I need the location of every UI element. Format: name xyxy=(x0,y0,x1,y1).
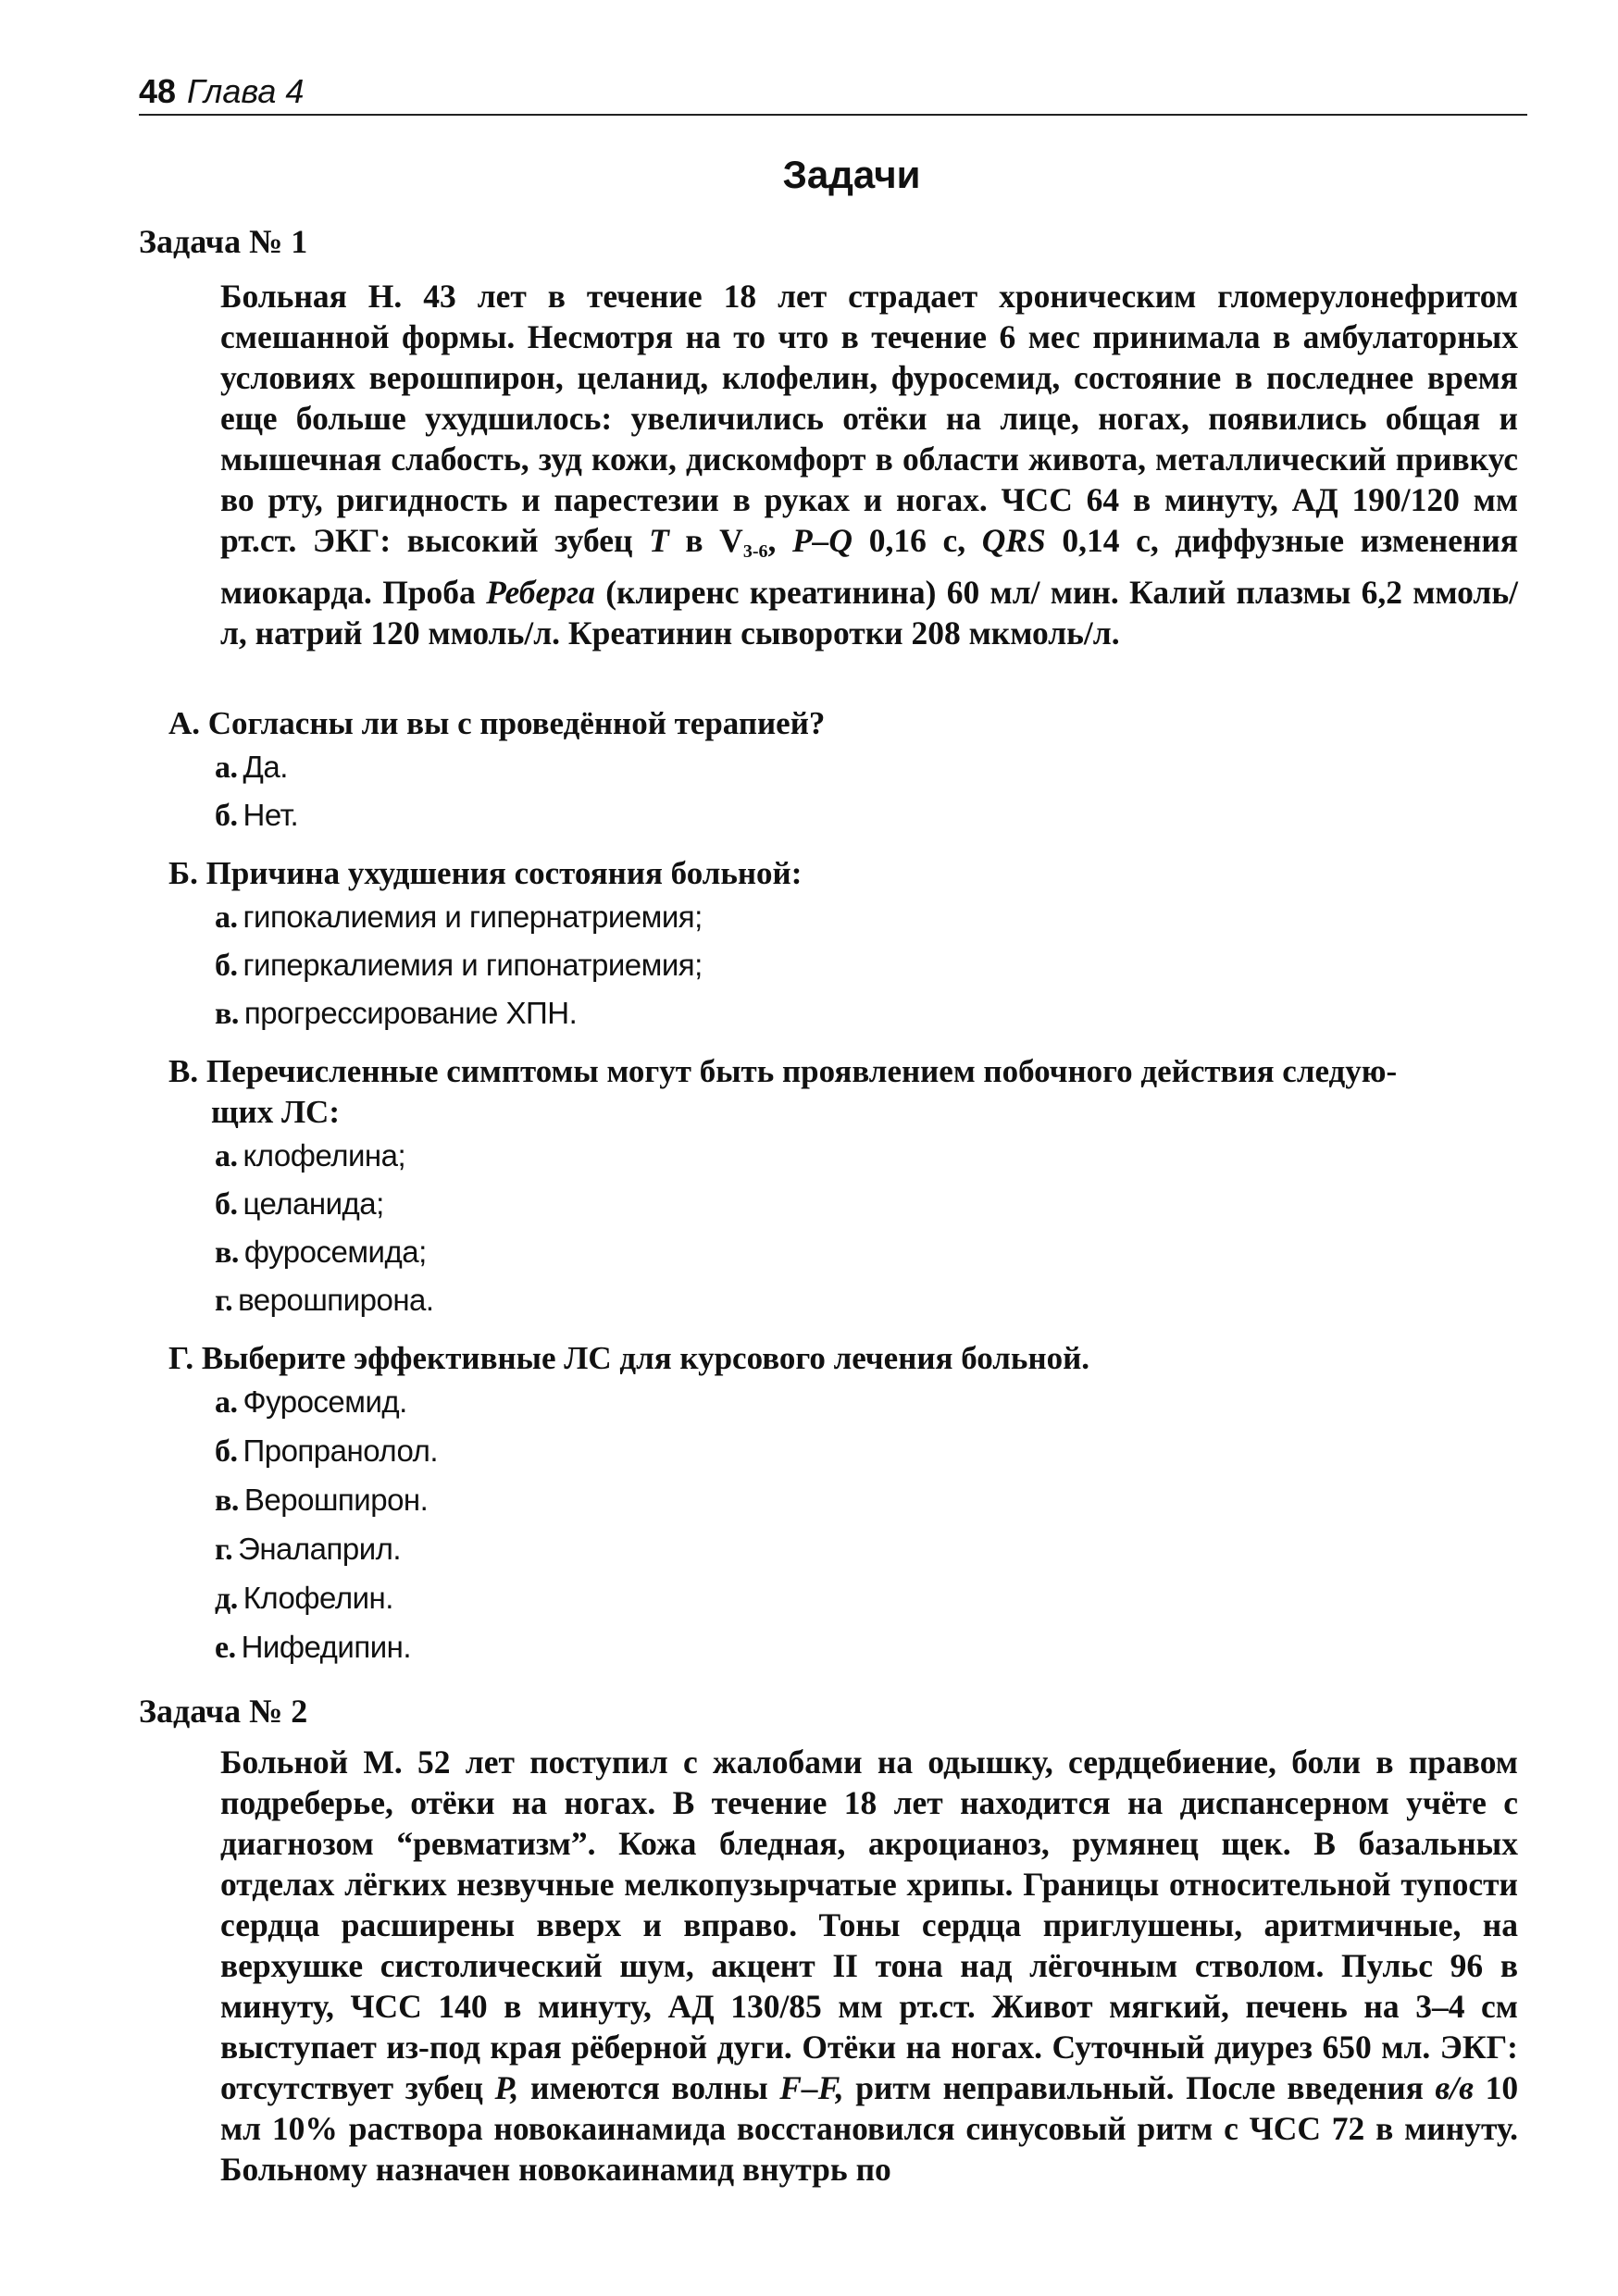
task-2-text-3: ритм неправильный. После введения xyxy=(855,2069,1424,2106)
waves-ff: F–F, xyxy=(779,2069,844,2106)
answer-g-3 xyxy=(215,1483,428,1519)
answer-letter: б. xyxy=(215,1434,238,1469)
answer-text: гиперкалиемия и гипонатриемия; xyxy=(243,948,703,982)
complex-qrs: QRS xyxy=(981,522,1046,559)
task-1-text-1: Больная Н. 43 лет в течение 18 лет страдает хроническим гломерулонефритом смешанной формы. Несмотря на то что в течение 6 мес принимала в амбулаторных условиях верошпирон, целанид, клофелин, фуросемид, состояние в последнее время еще больше ухудшилось: увеличились отёки на лице, ногах, появились общая и мышечная слабость, зуд кожи, дискомфорт в области живота, металлический привкус во рту, ригидность и парестезии в руках и ногах. ЧСС 64 в минуту, АД 190/120 мм рт.ст. ЭКГ: высокий зубец xyxy=(220,278,1518,559)
section-title: Задачи xyxy=(782,153,921,196)
wave-p: P, xyxy=(494,2069,519,2106)
answer-text: Нифедипин. xyxy=(241,1630,412,1664)
answer-letter: б. xyxy=(215,949,238,983)
answer-g-4 xyxy=(215,1532,401,1568)
route-iv: в/в xyxy=(1435,2069,1475,2106)
question-v-line-1: В. Перечисленные симптомы могут быть проявлением побочного действия следую- xyxy=(168,1053,1398,1089)
task-2-body xyxy=(220,1742,1518,2190)
task-2-text-1: Больной М. 52 лет поступил с жалобами на одышку, сердцебиение, боли в правом подреберье, отёки на ногах. В течение 18 лет находится на диспансерном учёте с диагнозом “ревматизм”. Кожа бледная, акроцианоз, румянец щек. В базальных отделах лёгких незвучные мелкопузырчатые хрипы. Границы относительной тупости сердца расширены вверх и вправо. Тоны сердца приглушены, аритмичные, на верхушке систолический шум, акцент II тона над лёгочным стволом. Пульс 96 в минуту, ЧСС 140 в минуту, АД 130/85 мм рт.ст. Живот мягкий, печень на 3–4 см выступает из-под края рёберной дуги. Отёки на ногах. Суточный диурез 650 мл. ЭКГ: отсутствует зубец xyxy=(220,1744,1518,2106)
answer-letter: г. xyxy=(215,1284,233,1318)
answer-text: прогрессирование ХПН. xyxy=(243,996,578,1030)
answer-letter: в. xyxy=(215,1235,239,1270)
answer-v-3 xyxy=(215,1235,427,1271)
answer-text: целанида; xyxy=(243,1186,384,1221)
answer-b-2 xyxy=(215,948,703,984)
answer-a-1 xyxy=(215,750,288,786)
task-2-text-4: 10 мл 10% раствора новокаинамида восстановился синусовый ритм с ЧСС 72 в минуту. Больному назначен новокаинамид внутрь по xyxy=(220,2069,1519,2188)
pq-value: 0,16 с, xyxy=(868,522,966,559)
answer-b-1 xyxy=(215,900,703,936)
answer-b-3 xyxy=(215,996,577,1032)
answer-v-4 xyxy=(215,1283,434,1319)
question-v-line-2: щих ЛС: xyxy=(211,1094,340,1130)
answer-letter: а. xyxy=(215,751,238,785)
task-1-heading: Задача № 1 xyxy=(139,223,308,260)
answer-text: Пропранолол. xyxy=(243,1433,439,1468)
reberg-test: Реберга xyxy=(486,574,595,611)
answer-letter: е. xyxy=(215,1631,236,1665)
lead-v: в V xyxy=(685,522,743,559)
answer-text: фуросемида; xyxy=(243,1235,427,1269)
answer-letter: в. xyxy=(215,1483,239,1518)
answer-letter: а. xyxy=(215,1385,238,1420)
answer-text: Эналаприл. xyxy=(238,1532,402,1566)
question-g: Г. Выберите эффективные ЛС для курсового лечения больной. xyxy=(168,1340,1090,1376)
page-number: 48 xyxy=(139,72,177,110)
answer-letter: д. xyxy=(215,1582,238,1616)
answer-text: верошпирона. xyxy=(238,1283,434,1317)
answer-letter: б. xyxy=(215,1187,238,1222)
header-rule xyxy=(139,114,1527,116)
lead-subscript: 3-6 xyxy=(742,541,768,562)
answer-text: Клофелин. xyxy=(243,1581,393,1615)
answer-a-2 xyxy=(215,798,298,834)
answer-letter: в. xyxy=(215,997,239,1031)
answer-text: Нет. xyxy=(243,798,299,832)
answer-letter: а. xyxy=(215,900,238,935)
question-a: А. Согласны ли вы с проведённой терапией? xyxy=(168,705,826,741)
task-1-text-2: (клиренс креатинина) 60 мл/ мин. Калий плазмы 6,2 ммоль/л, натрий 120 ммоль/л. Креатинин сыворотки 208 мкмоль/л. xyxy=(220,574,1518,652)
task-2-text-2: имеются волны xyxy=(529,2069,768,2106)
task-2-heading: Задача № 2 xyxy=(139,1693,308,1730)
answer-text: клофелина; xyxy=(243,1138,406,1173)
answer-g-1 xyxy=(215,1384,407,1421)
answer-letter: а. xyxy=(215,1139,238,1173)
answer-g-6 xyxy=(215,1630,411,1666)
running-header xyxy=(139,72,1527,111)
answer-text: Фуросемид. xyxy=(243,1384,407,1419)
answer-v-1 xyxy=(215,1138,405,1174)
chapter-title: Глава 4 xyxy=(187,72,305,110)
answer-text: гипокалиемия и гипернатриемия; xyxy=(243,900,703,934)
answer-letter: б. xyxy=(215,799,238,833)
task-1-body: Больная Н. 43 лет в течение 18 лет страдает хроническим гломерулонефритом смешанной формы. Несмотря на то что в течение 6 мес принимала в амбулаторных условиях верошпирон, целанид, клофелин, фуросемид, состояние в последнее время еще больше ухудшилось: увеличились отёки на лице, ногах, появились общая и мышечная слабость, зуд кожи, дискомфорт в области живота, металлический привкус во рту, ригидность и парестезии в руках и ногах. ЧСС 64 в минуту, АД 190/120 мм рт.ст. ЭКГ: высокий зубец T в $V_{3-6}$, P–Q 0,16 с, QRS 0,14 с, диффузные изменения миокарда. Проба Реберга (клиренс креатинина) 60 мл/ мин. Калий плазмы 6,2 ммоль/л, натрий 120 ммоль/л. Креатинин сыворотки 208 мкмоль/л. xyxy=(220,278,1519,652)
question-v xyxy=(168,1051,1520,1133)
qrs-value: 0,14 с, диффузные изменения миокарда. Проба xyxy=(220,522,1519,611)
answer-text: Да. xyxy=(243,750,288,784)
answer-g-5 xyxy=(215,1581,393,1617)
answer-v-2 xyxy=(215,1186,384,1222)
interval-pq: P–Q xyxy=(792,522,853,559)
answer-text: Верошпирон. xyxy=(243,1483,429,1517)
answer-g-2 xyxy=(215,1433,438,1470)
answer-letter: г. xyxy=(215,1533,233,1567)
question-b: Б. Причина ухудшения состояния больной: xyxy=(168,855,803,891)
wave-t: T xyxy=(649,522,669,559)
